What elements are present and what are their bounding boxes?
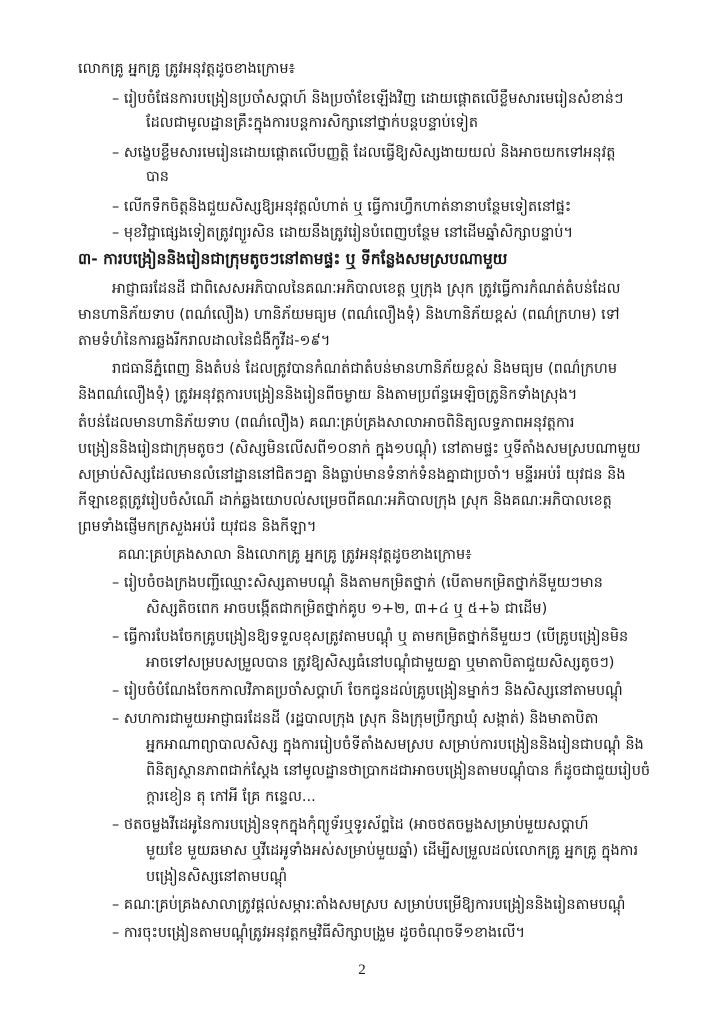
bullet-continuation: មួយខែ មួយឆមាស ឬវីដេអូទាំងអស់សម្រាប់មួយឆ្នាំ) ដើម្បីសម្រួលដល់លោកគ្រូ អ្នកគ្រូ ក្នុងការ [146,843,639,859]
bullet-continuation: ពិនិត្យស្ថានភាពជាក់ស្តែង នៅមូលដ្ឋានថាប្រាកដជាអាចបង្រៀនតាមបណ្តុំបាន ក៏ដូចជាជួយរៀបចំ [146,763,651,779]
bullet-item: – រៀបចំផែនការបង្រៀនប្រចាំសប្តាហ៍ និងប្រចាំខែឡើងវិញ ដោយផ្តោតលើខ្លឹមសារមេរៀនសំខាន់ៗ [112,91,624,107]
paragraph: តំបន់ដែលមានហានិភ័យទាប (ពណ៌លឿង) គណៈគ្រប់គ្រងសាលាអាចពិនិត្យលទ្ធភាពអនុវត្តការ [78,415,575,431]
bullet-continuation: ក្តារខៀន តុ កៅអី គ្រែ កន្ទេល... [146,789,316,805]
bullet-continuation: សិស្សតិចពេក អាចបង្កើតជាកម្រិតថ្នាក់គូប ១+២, ៣+៤ ឬ ៥+៦ ជាដើម) [146,601,548,617]
paragraph: បង្រៀននិងរៀនជាក្រុមតូចៗ (សិស្សមិនលើសពី១០នាក់ ក្នុង១បណ្តុំ) នៅតាមផ្ទះ ឬទីតាំងសមស្របណាមួយ [78,441,641,457]
paragraph: អាជ្ញាធរដែនដី ជាពិសេសអភិបាលនៃគណៈអភិបាលខេត្ត ឬក្រុង ស្រុក ត្រូវធ្វើការកំណត់តំបន់ដែល [112,281,621,297]
bullet-item: – រៀបចំចងក្រងបញ្ជីឈ្មោះសិស្សតាមបណ្តុំ និងតាមកម្រិតថ្នាក់ (បើតាមកម្រិតថ្នាក់នីមួយៗមាន [112,575,603,591]
page-number: 2 [358,962,366,978]
bullet-continuation: បាន [146,169,170,185]
bullet-item: – សហការជាមួយអាជ្ញាធរដែនដី (រដ្ឋបាលក្រុង ស្រុក និងក្រុមប្រឹក្សាឃុំ សង្កាត់) និងមាតាបិតា [112,711,599,727]
paragraph: កីឡាខេត្តត្រូវរៀបចំសំណើ ដាក់ឆ្លងយោបល់សម្រេចពីគណៈអភិបាលក្រុង ស្រុក និងគណៈអភិបាលខេត្ត [78,493,612,509]
bullet-item: – រៀបចំបំណែងចែកកាលវិភាគប្រចាំសប្តាហ៍ ចែកជូនដល់គ្រូបង្រៀនម្នាក់ៗ និងសិស្សនៅតាមបណ្តុំ [112,683,623,699]
paragraph: រាជធានីភ្នំពេញ និងតំបន់ ដែលត្រូវបានកំណត់ជាតំបន់មានហានិភ័យខ្ពស់ និងមធ្យម (ពណ៌ក្រហម [112,361,618,377]
bullet-item: – គណៈគ្រប់គ្រងសាលាត្រូវផ្តល់សម្ភារៈតាំងសមស្រប សម្រាប់បម្រើឱ្យការបង្រៀននិងរៀនតាមបណ្តុំ [112,897,626,913]
paragraph: ព្រមទាំងផ្ញើមកក្រសួងអប់រំ យុវជន និងកីឡា។ [78,519,317,535]
paragraph: សម្រាប់សិស្សដែលមានលំនៅដ្ឋាននៅជិតៗគ្នា និងធ្លាប់មានទំនាក់ទំនងគ្នាជាប្រចាំ។ មន្ទីរអប់រំ យុវជន និង [78,467,626,483]
bullet-item: – សង្ខេបខ្លឹមសារមេរៀនដោយផ្តោតលើបញ្ញត្តិ ដែលធ្វើឱ្យសិស្សងាយយល់ និងអាចយកទៅអនុវត្ត [112,145,616,161]
bullet-continuation: បង្រៀនសិស្សនៅតាមបណ្តុំ [146,869,288,885]
paragraph: តាមទំហំនៃការឆ្លងរីករាលដាលនៃជំងឺកូវីដ-១៩។ [78,333,331,349]
bullet-continuation: អ្នកអាណាព្យាបាលសិស្ស ក្នុងការរៀបចំទីតាំងសមស្រប សម្រាប់ការបង្រៀននិងរៀនជាបណ្តុំ និង [146,737,644,753]
paragraph: គណៈគ្រប់គ្រងសាលា និងលោកគ្រូ អ្នកគ្រូ ត្រូវអនុវត្តដូចខាងក្រោម៖ [118,547,472,563]
bullet-item: – មុខវិជ្ជាផ្សេងទៀតត្រូវព្យួរសិន ដោយនឹងត្រូវរៀនបំពេញបន្ថែម នៅដើមឆ្នាំសិក្សាបន្ទាប់។ [112,225,574,241]
bullet-item: – ធ្វើការបែងចែកគ្រូបង្រៀនឱ្យទទួលខុសត្រូវតាមបណ្តុំ ឬ តាមកម្រិតថ្នាក់នីមួយៗ (បើគ្រូបង្រៀនមិន [112,629,629,645]
paragraph: និងពណ៌លឿងទុំ) ត្រូវអនុវត្តការបង្រៀននិងរៀនពីចម្ងាយ និងតាមប្រព័ន្ធអេឡិចត្រូនិកទាំងស្រុង។ [78,387,578,403]
bullet-continuation: អាចទៅសម្របសម្រួលបាន ត្រូវឱ្យសិស្សធំនៅបណ្តុំជាមួយគ្នា ឬមាតាបិតាជួយសិស្សតូចៗ) [146,655,615,671]
section-heading: ៣- ការបង្រៀននិងរៀនជាក្រុមតូចៗនៅតាមផ្ទះ ឬ ទីកន្លែងសមស្របណាមួយ [78,250,508,268]
bullet-item: – ថតចម្លងវីដេអូនៃការបង្រៀនទុកក្នុងកុំព្យូទ័រឬទូរស័ព្ទដៃ (អាចថតចម្លងសម្រាប់មួយសប្តាហ៍ [112,817,589,833]
bullet-item: – ការចុះបង្រៀនតាមបណ្តុំត្រូវអនុវត្តកម្មវិធីសិក្សាបង្រួម ដូចចំណុចទី១ខាងលើ។ [112,925,526,941]
paragraph: មានហានិភ័យទាប (ពណ៌លឿង) ហានិភ័យមធ្យម (ពណ៌លឿងទុំ) និងហានិភ័យខ្ពស់ (ពណ៌ក្រហម) ទៅ [78,307,620,323]
bullet-item: – លើកទឹកចិត្តនិងជួយសិស្សឱ្យអនុវត្តលំហាត់ ឬ ធ្វើការហ្វឹកហាត់នានាបន្ថែមទៀតនៅផ្ទះ [112,199,572,215]
bullet-continuation: ដែលជាមូលដ្ឋានគ្រឹះក្នុងការបន្តការសិក្សានៅថ្នាក់បន្តបន្ទាប់ទៀត [146,115,479,131]
body-text: លោកគ្រូ អ្នកគ្រូ ត្រូវអនុវត្តដូចខាងក្រោម៖ [78,61,295,77]
